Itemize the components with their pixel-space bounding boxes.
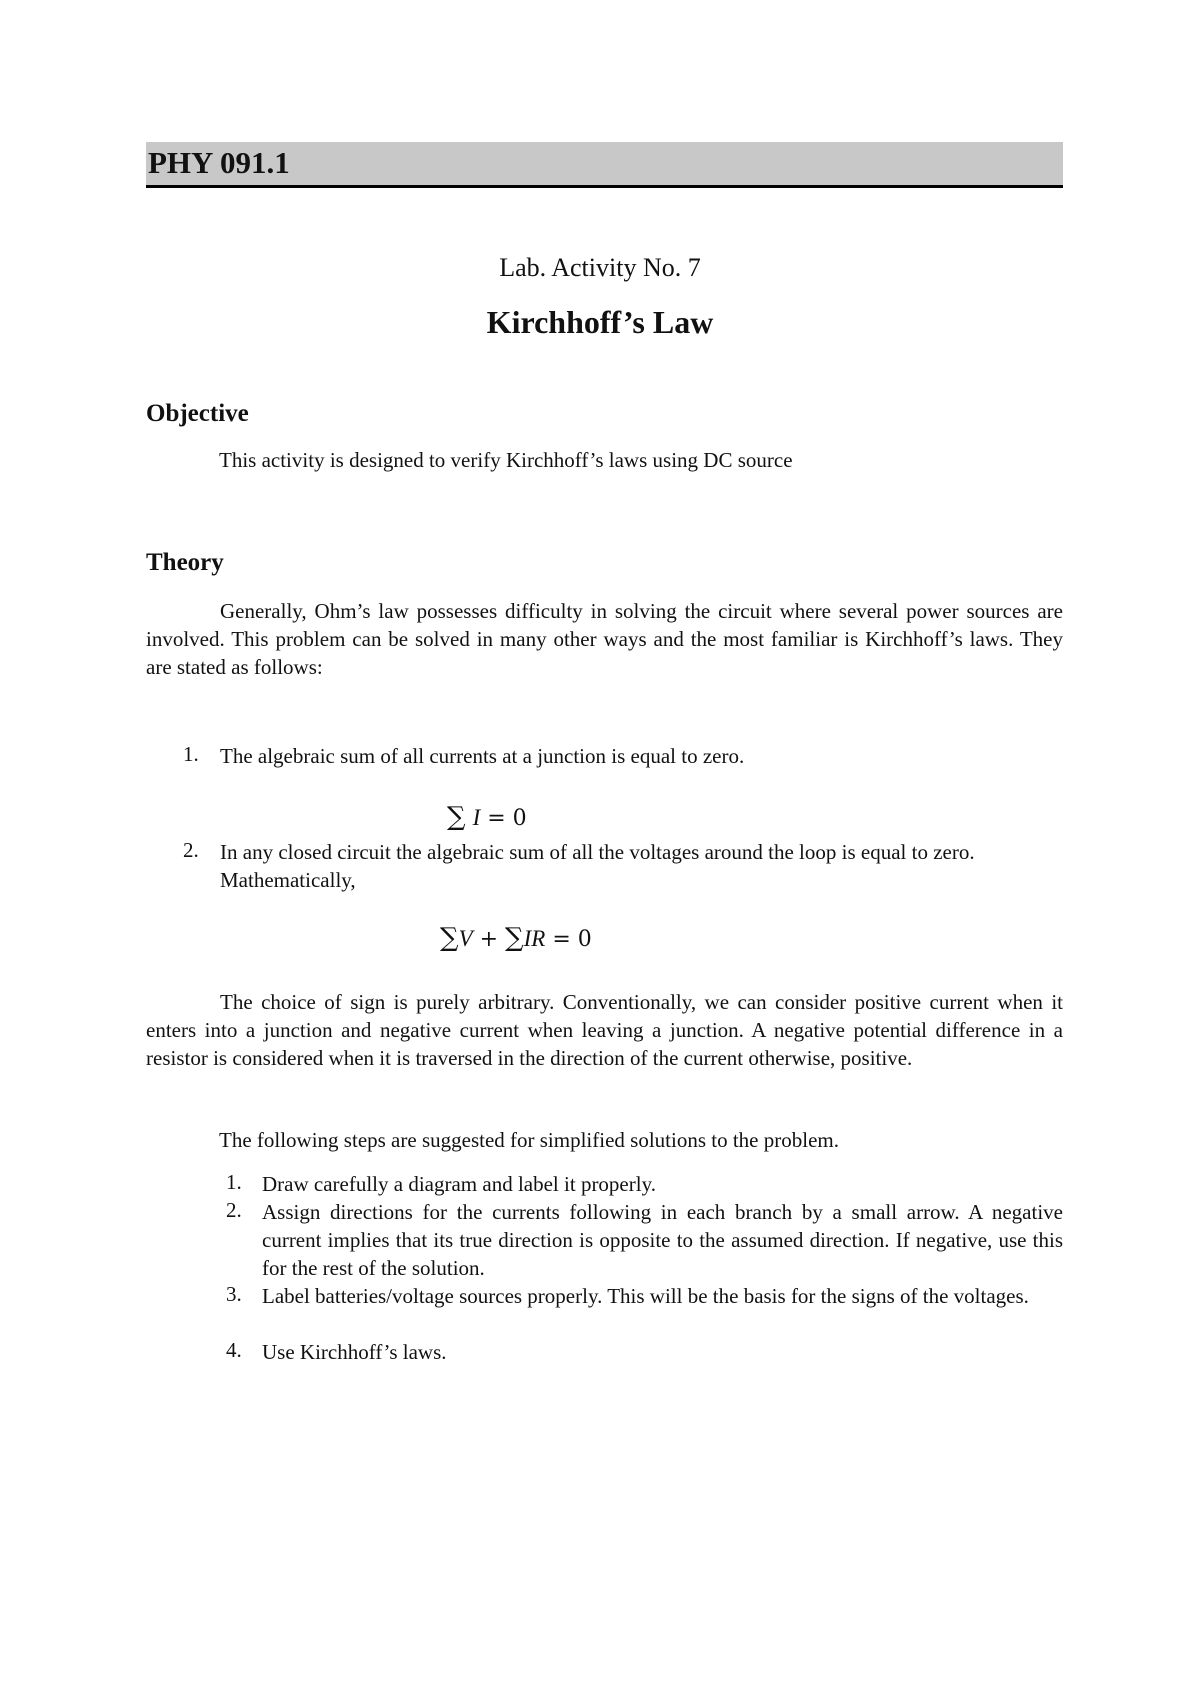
equation-variable: V (458, 926, 473, 951)
law-number: 1. (183, 742, 199, 766)
law-number: 2. (183, 838, 199, 862)
steps-intro: The following steps are suggested for simplified solutions to the problem. (219, 1128, 839, 1152)
course-header-bar (146, 142, 1063, 188)
sign-convention-paragraph: The choice of sign is purely arbitrary. Conventionally, we can consider positive current when it enters into a junction and negative current when leaving a junction. A negative potential difference in a resistor is considered when it is traversed in the direction of the current otherwise, positive. (146, 990, 1063, 1070)
lab-activity-number: Lab. Activity No. 7 (499, 253, 701, 282)
step-number: 1. (226, 1170, 242, 1194)
step-text: Draw carefully a diagram and label it properly. (262, 1172, 656, 1196)
objective-text: This activity is designed to verify Kirchhoff’s laws using DC source (219, 448, 793, 472)
step-text: Label batteries/voltage sources properly. This will be the basis for the signs of the voltages. (262, 1284, 1029, 1308)
course-code: PHY 091.1 (148, 145, 290, 180)
theory-intro: Generally, Ohm’s law possesses difficulty in solving the circuit where several power sources are involved. This problem can be solved in many other ways and the most familiar is Kirchhoff’s laws. They are stated as follows: (146, 599, 1063, 679)
objective-heading: Objective (146, 400, 249, 427)
law-text: In any closed circuit the algebraic sum of all the voltages around the loop is equal to zero. Mathematically, (220, 840, 975, 892)
law-text: The algebraic sum of all currents at a junction is equal to zero. (220, 744, 745, 768)
equation-plus: + (472, 927, 506, 952)
summation-symbol: ∑ (447, 802, 466, 832)
step-number: 2. (226, 1198, 242, 1222)
summation-symbol: ∑ (440, 923, 459, 953)
summation-symbol: ∑ (505, 923, 524, 953)
step-text: Assign directions for the currents following in each branch by a small arrow. A negative current implies that its true direction is opposite to the assumed direction. If negative, use this for the rest of the solution. (262, 1200, 1063, 1280)
document-title: Kirchhoff’s Law (486, 304, 714, 340)
equation-variable: I (472, 805, 481, 830)
equation-variable: IR (523, 926, 546, 951)
step-number: 4. (226, 1338, 242, 1362)
step-number: 3. (226, 1282, 242, 1306)
kirchhoff-voltage-law-equation (440, 923, 592, 953)
step-text: Use Kirchhoff’s laws. (262, 1340, 447, 1364)
equation-rest: = 0 (480, 806, 527, 831)
theory-heading: Theory (146, 549, 224, 576)
kirchhoff-current-law-equation (447, 802, 527, 832)
equation-rest: = 0 (545, 927, 592, 952)
